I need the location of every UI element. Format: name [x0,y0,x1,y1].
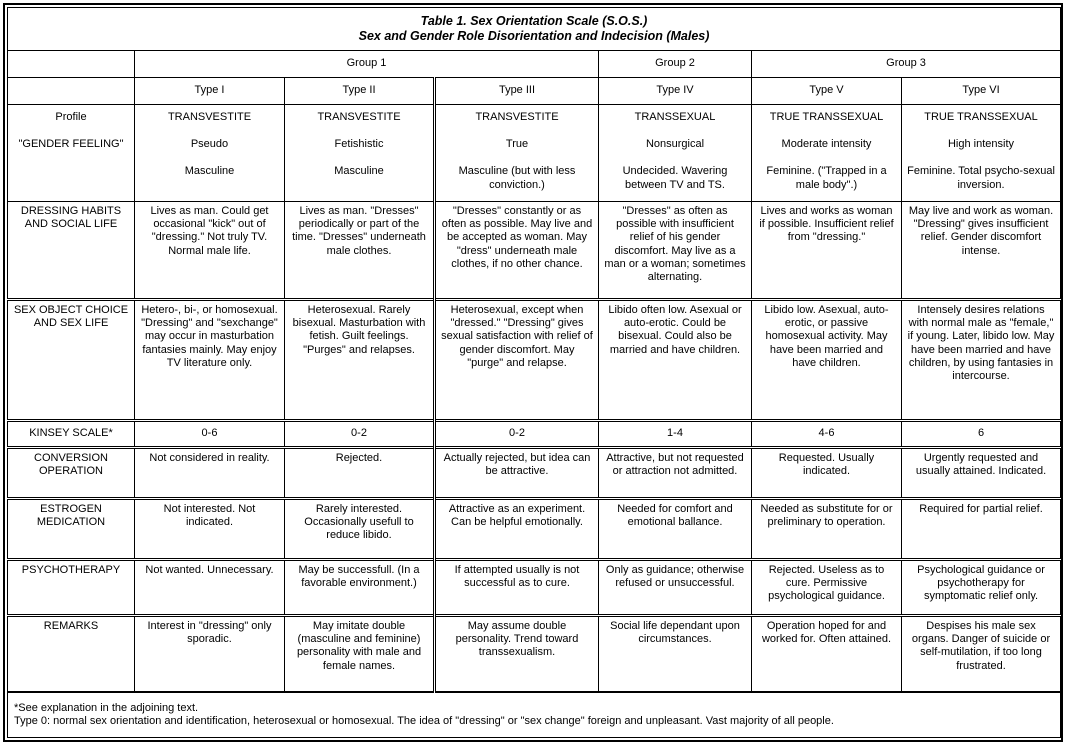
cell: May imitate double (masculine and feminine) personality with male and female names. [285,616,435,693]
profile-feeling: Masculine [334,165,384,178]
table-title-line1: Table 1. Sex Orientation Scale (S.O.S.) [420,14,648,28]
type-6-header: Type VI [902,78,1061,105]
footnote-row [8,692,1061,738]
profile-cell-type2 [285,105,435,202]
cell: May assume double personality. Trend toward transsexualism. [435,616,599,693]
cell: Social life dependant upon circumstances. [599,616,752,693]
cell: Lives as man. Could get occasional "kick" out of "dressing." Not truly TV. Normal male life. [135,202,285,300]
profile-cell-type1 [135,105,285,202]
row-label: ESTROGEN MEDICATION [8,499,135,560]
sex-orientation-scale-table [7,7,1061,738]
kinsey-scale-row [8,421,1061,448]
profile-feeling: Undecided. Wavering between TV and TS. [622,165,728,191]
type-5-header: Type V [752,78,902,105]
remarks-row [8,616,1061,693]
cell: Only as guidance; otherwise refused or unsuccessful. [599,560,752,616]
cell: Needed for comfort and emotional ballance. [599,499,752,560]
footnote-cell [8,692,1061,738]
psychotherapy-row [8,560,1061,616]
profile-feeling: Masculine (but with less conviction.) [458,165,576,191]
cell: Required for partial relief. [902,499,1061,560]
profile-subtype: Pseudo [190,138,229,151]
cell: Rejected. Useless as to cure. Permissive psychological guidance. [752,560,902,616]
cell: Heterosexual. Rarely bisexual. Masturbation with fetish. Guilt feelings. "Purges" and relapses. [285,300,435,421]
group-header-spacer [8,51,135,78]
profile-label-line2: "GENDER FEELING" [18,138,124,151]
cell: Not interested. Not indicated. [135,499,285,560]
group1-header: Group 1 [135,51,599,78]
profile-cell-type6 [902,105,1061,202]
cell: Rarely interested. Occasionally usefull to reduce libido. [285,499,435,560]
cell: Heterosexual, except when "dressed." "Dressing" gives sexual satisfaction with relief of gender discomfort. May "purge" and relapse. [435,300,599,421]
conversion-operation-row [8,448,1061,499]
profile-subtype: Fetishistic [334,138,384,151]
row-label: KINSEY SCALE* [8,421,135,448]
cell: Rejected. [285,448,435,499]
profile-subtype: True [505,138,529,151]
cell: "Dresses" constantly or as often as possible. May live and be accepted as woman. May "dress" underneath male clothes, if no other chance. [435,202,599,300]
profile-name: TRUE TRANSSEXUAL [924,111,1038,123]
cell: Intensely desires relations with normal male as "female," if young. Later, libido low. May have been married and have children, by using fantasies in intercourse. [902,300,1061,421]
cell: If attempted usually is not successful as to cure. [435,560,599,616]
footnote-line1: *See explanation in the adjoining text. [14,701,199,714]
cell: 0-2 [435,421,599,448]
cell: Lives as man. "Dresses" periodically or part of the time. "Dresses" underneath male clothes. [285,202,435,300]
profile-row [8,105,1061,202]
cell: Libido often low. Asexual or auto-erotic. Could be bisexual. Could also be married and have children. [599,300,752,421]
cell: May live and work as woman. "Dressing" gives insufficient relief. Gender discomfort intense. [902,202,1061,300]
profile-name: TRANSSEXUAL [634,111,716,123]
cell: Lives and works as woman if possible. Insufficient relief from "dressing." [752,202,902,300]
group2-header: Group 2 [599,51,752,78]
profile-feeling: Feminine. ("Trapped in a male body".) [766,165,887,191]
table-frame [3,3,1063,742]
profile-subtype: High intensity [947,138,1015,151]
profile-name: TRUE TRANSSEXUAL [769,111,884,123]
profile-name: TRANSVESTITE [317,111,401,123]
cell: Despises his male sex organs. Danger of suicide or self-mutilation, if too long frustrated. [902,616,1061,693]
row-label: DRESSING HABITS AND SOCIAL LIFE [8,202,135,300]
cell: Attractive as an experiment. Can be helpful emotionally. [435,499,599,560]
type-3-header: Type III [435,78,599,105]
title-row [8,8,1061,51]
cell: Operation hoped for and worked for. Often attained. [752,616,902,693]
cell: "Dresses" as often as possible with insufficient relief of his gender discomfort. May live as a man or a woman; sometimes alternating. [599,202,752,300]
profile-cell-type4 [599,105,752,202]
cell: Hetero-, bi-, or homosexual. "Dressing" and "sexchange" may occur in masturbation fantasies mainly. May enjoy TV literature only. [135,300,285,421]
cell: 0-2 [285,421,435,448]
profile-name: TRANSVESTITE [475,111,559,123]
cell: Actually rejected, but idea can be attractive. [435,448,599,499]
group-header-row [8,51,1061,78]
profile-cell-type5 [752,105,902,202]
profile-label-line1: Profile [55,111,87,123]
cell: Needed as substitute for or preliminary to operation. [752,499,902,560]
row-label: SEX OBJECT CHOICE AND SEX LIFE [8,300,135,421]
type-header-row [8,78,1061,105]
cell: Libido low. Asexual, auto-erotic, or passive homosexual activity. May have been married and have children. [752,300,902,421]
profile-feeling: Feminine. Total psycho-sexual inversion. [907,165,1055,191]
footnote-line2: Type 0: normal sex orientation and identification, heterosexual or homosexual. The idea of "dressing" or "sex change" foreign and unpleasant. Vast majority of all people. [14,715,834,727]
cell: 0-6 [135,421,285,448]
dressing-habits-row [8,202,1061,300]
cell: Psychological guidance or psychotherapy for symptomatic relief only. [902,560,1061,616]
group3-header: Group 3 [752,51,1061,78]
estrogen-medication-row [8,499,1061,560]
type-4-header: Type IV [599,78,752,105]
type-1-header: Type I [135,78,285,105]
cell: 6 [902,421,1061,448]
type-2-header: Type II [285,78,435,105]
table-title-cell [8,8,1061,51]
cell: May be successfull. (In a favorable environment.) [285,560,435,616]
type-header-spacer [8,78,135,105]
row-label: CONVERSION OPERATION [8,448,135,499]
cell: Not considered in reality. [135,448,285,499]
profile-feeling: Masculine [184,165,235,178]
table-title-line2: Sex and Gender Role Disorientation and Indecision (Males) [358,29,710,43]
row-label: PSYCHOTHERAPY [8,560,135,616]
profile-subtype: Nonsurgical [645,138,705,151]
cell: Interest in "dressing" only sporadic. [135,616,285,693]
profile-name: TRANSVESTITE [167,111,252,123]
cell: Not wanted. Unnecessary. [135,560,285,616]
profile-subtype: Moderate intensity [781,138,872,151]
cell: Urgently requested and usually attained. Indicated. [902,448,1061,499]
profile-row-label [8,105,135,202]
sex-object-row [8,300,1061,421]
cell: 1-4 [599,421,752,448]
row-label: REMARKS [8,616,135,693]
cell: 4-6 [752,421,902,448]
cell: Requested. Usually indicated. [752,448,902,499]
cell: Attractive, but not requested or attraction not admitted. [599,448,752,499]
profile-cell-type3 [435,105,599,202]
